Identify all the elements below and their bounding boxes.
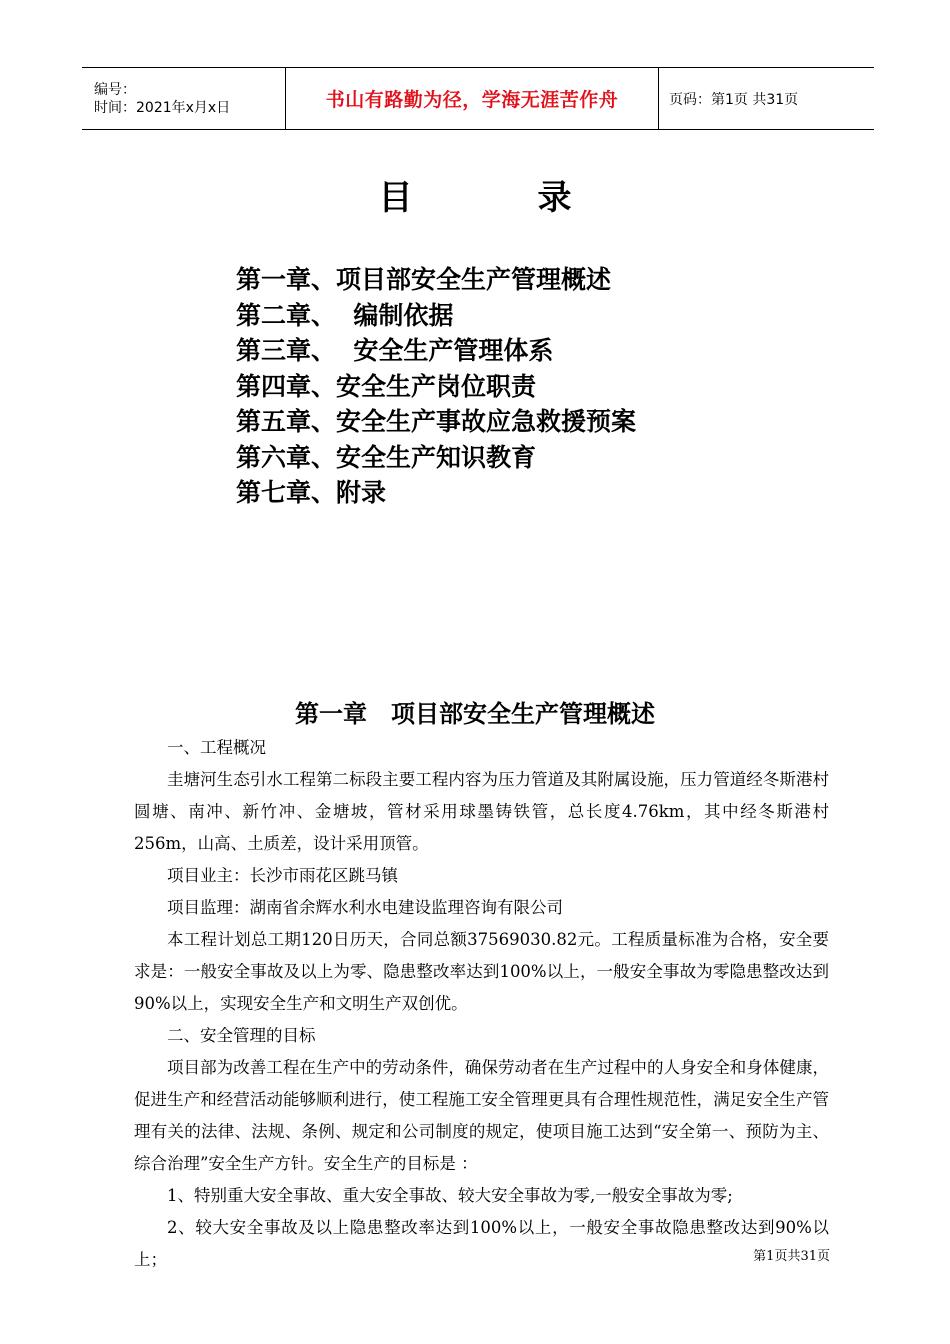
chapter-body (134, 732, 829, 1276)
toc-title-left: 目 (378, 178, 413, 218)
number-label: 编号： (94, 81, 136, 98)
paragraph: 项目业主：长沙市雨花区跳马镇 (167, 866, 398, 885)
paragraph: 圭塘河生态引水工程第二标段主要工程内容为压力管道及其附属设施，压力管道经冬斯港村圆塘、南冲、新竹冲、金塘坡，管材采用球墨铸铁管，总长度4.76km，其中经冬斯港村256m，山高、土质差，设计采用顶管。 (134, 770, 829, 853)
paragraph: 2、较大安全事故及以上隐患整改率达到100%以上，一般安全事故隐患整改达到90%以上； (134, 1218, 829, 1269)
page-footer: 第1页共31页 (753, 1249, 830, 1264)
toc-item[interactable]: 第六章、安全生产知识教育 (236, 442, 537, 472)
toc-title-right: 录 (537, 178, 572, 218)
toc-item[interactable]: 第五章、安全生产事故应急救援预案 (236, 407, 637, 436)
header-motto: 书山有路勤为径，学海无涯苦作舟 (325, 89, 619, 111)
paragraph: 1、特别重大安全事故、重大安全事故、较大安全事故为零,一般安全事故为零; (167, 1186, 733, 1205)
section-heading: 二、安全管理的目标 (167, 1026, 316, 1045)
header-meta (82, 68, 285, 129)
header-motto-cell (285, 68, 659, 129)
paragraph: 本工程计划总工期120日历天，合同总额37569030.82元。工程质量标准为合格，安全要求是：一般安全事故及以上为零、隐患整改率达到100%以上，一般安全事故为零隐患整改达到90%以上，实现安全生产和文明生产双创优。 (134, 930, 829, 1013)
paragraph: 项目监理：湖南省余辉水利水电建设监理咨询有限公司 (167, 898, 563, 917)
header-page-info (659, 68, 874, 129)
toc-item[interactable]: 第一章、项目部安全生产管理概述 (236, 265, 612, 294)
paragraph: 项目部为改善工程在生产中的劳动条件，确保劳动者在生产过程中的人身安全和身体健康，促进生产和经营活动能够顺利进行，使工程施工安全管理更具有合理性规范性，满足安全生产管理有关的法律、法规、条例、规定和公司制度的规定，使项目施工达到“安全第一、预防为主、综合治理”安全生产方针。安全生产的目标是 ： (134, 1058, 829, 1173)
toc-title (0, 170, 950, 219)
time-label: 时间：2021年x月x日 (94, 99, 231, 116)
section-heading: 一、工程概况 (167, 738, 266, 757)
toc-item[interactable]: 第二章、 编制依据 (236, 300, 454, 330)
chapter-title: 第一章 项目部安全生产管理概述 (295, 700, 655, 728)
page-header (82, 67, 874, 130)
table-of-contents (236, 262, 636, 511)
toc-item[interactable]: 第三章、 安全生产管理体系 (236, 336, 554, 365)
toc-item[interactable]: 第四章、安全生产岗位职责 (236, 371, 537, 401)
page-info: 页码：第1页 共31页 (669, 91, 799, 108)
toc-item[interactable]: 第七章、附录 (236, 478, 387, 507)
